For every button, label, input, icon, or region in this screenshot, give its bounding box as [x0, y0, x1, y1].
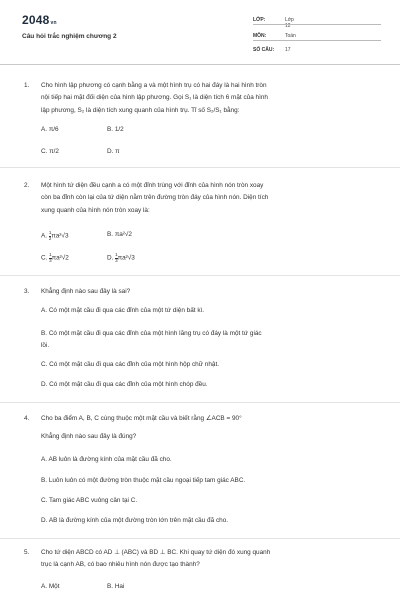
option-line: lồi.: [41, 342, 50, 349]
meta-class-value: Lớp 12: [285, 17, 294, 29]
question-line: Cho tứ diện ABCD có AD ⊥ (ABC) và BD ⊥ BC. Khi quay tứ diện đó xung quanh: [41, 549, 271, 556]
fraction-numerator: 1: [49, 252, 52, 257]
question-number: 4.: [24, 415, 30, 422]
logo-suffix: vn: [50, 20, 57, 26]
option-expression: πa²√3: [117, 254, 135, 262]
option-c[interactable]: [41, 253, 69, 263]
question-number: 3.: [24, 288, 30, 295]
option-label: C.: [41, 254, 50, 262]
question-divider: [0, 402, 400, 403]
fraction-denominator: 3: [115, 257, 118, 263]
meta-count-value: 17: [285, 47, 291, 53]
fraction-numerator: 1: [48, 230, 52, 235]
option-a[interactable]: A. Một: [41, 583, 60, 590]
question-text: [41, 413, 381, 444]
question-number: 2.: [24, 182, 30, 189]
meta-subject-value: Toán: [285, 33, 296, 39]
site-logo[interactable]: [22, 13, 57, 27]
option-b[interactable]: B. Hai: [107, 583, 125, 590]
option-c[interactable]: C. Tam giác ABC vuông cân tại C.: [41, 497, 138, 504]
question-line: nội tiếp hai mặt đối diện của hình lập phương. Gọi S₁ là diện tích 6 mặt của hình: [41, 94, 268, 102]
option-a[interactable]: [41, 231, 69, 241]
question-text: [41, 547, 381, 572]
option-b[interactable]: [41, 328, 381, 352]
option-d[interactable]: D. Có một mặt cầu đi qua các đỉnh của một hình chóp đều.: [41, 381, 208, 388]
question-line: còn ba đỉnh còn lại của tứ diện nằm trên đường tròn đáy của hình nón. Diện tích: [41, 194, 269, 202]
option-expression: πa²√2: [51, 254, 69, 262]
meta-subject-label: MÔN:: [253, 33, 267, 39]
option-d[interactable]: D. AB là đường kính của một đường tròn lớn trên mặt cầu đã cho.: [41, 517, 229, 524]
option-c[interactable]: C. Có một mặt cầu đi qua các đỉnh của một hình hộp chữ nhật.: [41, 361, 219, 368]
meta-count-label: SỐ CÂU:: [253, 47, 275, 53]
fraction-denominator: 2: [48, 235, 52, 241]
option-b[interactable]: B. 1/2: [107, 126, 124, 133]
question-text: [41, 180, 381, 217]
question-line: Cho hình lập phương có cạnh bằng a và một hình trụ có hai đáy là hai hình tròn: [41, 82, 267, 89]
question-line: Cho ba điểm A, B, C cùng thuộc một mặt cầu và biết rằng ∠ACB = 90°: [41, 415, 242, 422]
option-a[interactable]: A. AB luôn là đường kính của mặt cầu đã cho.: [41, 456, 172, 463]
meta-divider: [253, 40, 381, 41]
question-line: xung quanh của hình nón tròn xoay là:: [41, 206, 150, 214]
question-line: Khẳng định nào sau đây là đúng?: [41, 433, 137, 441]
fraction-numerator: 1: [115, 252, 118, 257]
question-divider: [0, 275, 400, 276]
question-text: [41, 286, 381, 298]
option-c[interactable]: C. π/2: [41, 148, 59, 155]
document-title: Câu hỏi trắc nghiệm chương 2: [22, 33, 117, 40]
option-a[interactable]: A. π/6: [41, 126, 59, 133]
question-number: 5.: [24, 549, 30, 556]
meta-divider: [253, 24, 381, 25]
question-line: trục là cạnh AB, có bao nhiêu hình nón được tạo thành?: [41, 561, 200, 569]
option-b[interactable]: B. πa²√2: [107, 231, 132, 238]
question-text: [41, 80, 381, 117]
option-a[interactable]: A. Có một mặt cầu đi qua các đỉnh của một tứ diện bất kì.: [41, 307, 205, 314]
option-b[interactable]: B. Luôn luôn có một đường tròn thuộc mặt cầu ngoại tiếp tam giác ABC.: [41, 477, 246, 484]
option-line: B. Có một mặt cầu đi qua các đỉnh của một hình lăng trụ có đáy là một tứ giác: [41, 330, 262, 337]
question-line: Một hình tứ diện đều cạnh a có một đỉnh trùng với đỉnh của hình nón tròn xoay: [41, 182, 264, 189]
meta-class-label: LỚP:: [253, 17, 266, 23]
option-d[interactable]: D. π: [107, 148, 120, 155]
question-line: lập phương, S₂ là diện tích xung quanh của hình trụ. Tỉ số S₂/S₁ bằng:: [41, 106, 240, 114]
header-divider: [0, 64, 400, 65]
question-number: 1.: [24, 82, 30, 89]
option-label: D.: [107, 254, 116, 262]
question-line: Khẳng định nào sau đây là sai?: [41, 288, 131, 295]
question-divider: [0, 538, 400, 539]
option-label: A.: [41, 232, 49, 240]
fraction-denominator: 3: [49, 257, 52, 263]
page-header: [0, 0, 400, 62]
option-expression: πa²√3: [51, 232, 69, 240]
question-divider: [0, 167, 400, 168]
logo-text: 2048: [22, 13, 50, 27]
option-d[interactable]: [107, 253, 135, 263]
